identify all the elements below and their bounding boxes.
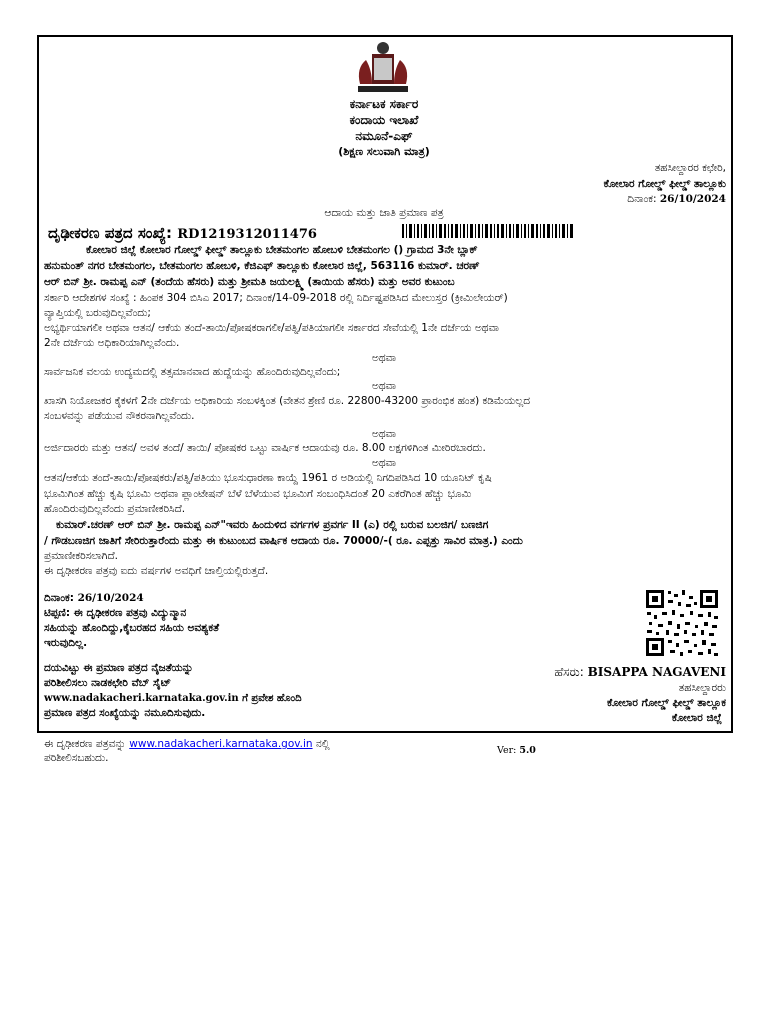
body-line: ಕುಮಾರ್.ಚರಣ್ ಆರ್ ಬಿನ್ ಶ್ರೀ. ರಾಮಪ್ಪ ಎನ್"ಇವರು ಹಿಂದುಳಿದ ವರ್ಗಗಳ ಪ್ರವರ್ಗ II (ಎ) ರಲ್ಲಿ ಬರುವ ಬಲಜಿಗ/ ಬಣಜಿಗ — [56, 519, 489, 531]
body-line: ಕೋಲಾರ ಜಿಲ್ಲೆ ಕೋಲಾರ ಗೋಲ್ಡ್ ಫೀಲ್ಡ್ ತಾಲ್ಲೂಕು ಬೇತಮಂಗಲ ಹೋಬಳಿ ಬೇತಮಂಗಲ () ಗ್ರಾಮದ 3ನೇ ಬ್ಲಾಕ್ — [86, 244, 478, 256]
office-taluk: ಕೋಲಾರ ಗೋಲ್ಡ್ ಫೀಲ್ಡ್ ತಾಲ್ಲೂಕು — [603, 178, 726, 190]
issue-date: ದಿನಾಂಕ: 26/10/2024 — [44, 592, 144, 604]
body-line: ಸಂಬಳವನ್ನು ಪಡೆಯುವ ನೌಕರನಾಗಿಲ್ಲವೆಂದು. — [44, 410, 195, 422]
verify-line: ಪ್ರಮಾಣ ಪತ್ರದ ಸಂಖ್ಯೆಯನ್ನು ನಮೂದಿಸುವುದು. — [44, 707, 206, 719]
signatory-taluk: ಕೋಲಾರ ಗೋಲ್ಡ್ ಫೀಲ್ಡ್ ತಾಲ್ಲೂಕ — [606, 697, 726, 709]
body-line: ಅಭ್ಯರ್ಥಿಯಾಗಲೀ ಅಥವಾ ಆತನ/ ಆಕೆಯ ತಂದೆ-ತಾಯಿ/ಪೋಷಕರಾಗಲೀ/ಪತ್ನಿ/ಪತಿಯಾಗಲೀ ಸರ್ಕಾರದ ಸೇವೆಯಲ್ಲಿ 1ನೇ ದರ್ಜೆಯ ಅಥವಾ — [44, 322, 500, 334]
body-line: / ಗೌಡಬಣಜಿಗ ಜಾತಿಗೆ ಸೇರಿರುತ್ತಾರೆಂದು ಮತ್ತು ಈ ಕುಟುಂಬದ ವಾರ್ಷಿಕ ಆದಾಯ ರೂ. 70000/-( ರೂ. ಎಪ್ಪತ್ತು ಸಾವಿರ ಮಾತ್ರ.) ಎಂದು — [44, 535, 523, 547]
or-separator: ಅಥವಾ — [371, 457, 397, 469]
subject-line: ಆದಾಯ ಮತ್ತು ಜಾತಿ ಪ್ರಮಾಣ ಪತ್ರ — [324, 207, 444, 219]
signatory-district: ಕೋಲಾರ ಜಿಲ್ಲೆ — [671, 712, 722, 724]
body-line: ಅರ್ಜಿದಾರರು ಮತ್ತು ಆತನ/ ಅವಳ ತಂದೆ/ ತಾಯಿ/ ಪೋಷಕರ ಒಟ್ಟು ವಾರ್ಷಿಕ ಆದಾಯವು ರೂ. 8.00 ಲಕ್ಷಗಳಿಗಿಂತ ಮೀರಿರಬಾರದು. — [44, 442, 486, 454]
office-name: ತಹಸೀಲ್ದಾರರ ಕಛೇರಿ, — [654, 162, 726, 174]
signatory-designation: ತಹಸೀಲ್ದಾರರು — [678, 682, 726, 694]
body-line: ಆತನ/ಆಕೆಯ ತಂದೆ-ತಾಯಿ/ಪೋಷಕರು/ಪತ್ನಿ/ಪತಿಯು ಭೂಸುಧಾರಣಾ ಕಾಯ್ದೆ 1961 ರ ಅಡಿಯಲ್ಲಿ ನಿಗದಿಪಡಿಸಿದ 10 ಯೂನಿಟ್ ಕೃಷಿ — [44, 472, 492, 484]
body-line: ಹನುಮಂತ್ ನಗರ ಬೇತಮಂಗಲ, ಬೇತಮಂಗಲ ಹೋಬಳಿ, ಕೆಜಿಎಫ್ ತಾಲ್ಲೂಕು ಕೋಲಾರ ಜಿಲ್ಲೆ, 563116 ಕುಮಾರ್. ಚರಣ್ — [44, 260, 480, 272]
barcode-icon — [402, 224, 574, 238]
dept-title: ಕಂದಾಯ ಇಲಾಖೆ — [349, 113, 419, 127]
body-line: ಸರ್ಕಾರಿ ಆದೇಶಗಳ ಸಂಖ್ಯೆ : ಹಿಂಪಕ 304 ಬಿಸಿಎ 2017; ದಿನಾಂಕ/14-09-2018 ರಲ್ಲಿ ನಿರ್ದಿಷ್ಟಪಡಿಸಿದ ಮೇಲುಸ್ತರ (ಕ್ರೀಮಿಲೇಯರ್) — [44, 292, 508, 304]
note-line: ಸಹಿಯನ್ನು ಹೊಂದಿದ್ದು,ಕೈಬರಹದ ಸಹಿಯ ಅವಶ್ಯಕತೆ — [44, 622, 220, 634]
verify-line: ದಯವಿಟ್ಟು ಈ ಪ್ರಮಾಣ ಪತ್ರದ ನೈಜತೆಯನ್ನು — [44, 662, 194, 674]
note-line: ಟಿಪ್ಪಣಿ: ಈ ದೃಢೀಕರಣ ಪತ್ರವು ವಿದ್ಯುನ್ಮಾನ — [44, 607, 187, 619]
body-line: ಆರ್ ಬಿನ್ ಶ್ರೀ. ರಾಮಪ್ಪ ಎನ್ (ತಂದೆಯ ಹೆಸರು) ಮತ್ತು ಶ್ರೀಮತಿ ಜಯಲಕ್ಷ್ಮಿ (ತಾಯಿಯ ಹೆಸರು) ಮತ್ತು ಅವರ ಕುಟುಂಬ — [44, 276, 455, 288]
govt-title: ಕರ್ನಾಟಕ ಸರ್ಕಾರ — [349, 97, 419, 111]
qr-code-icon — [644, 588, 720, 658]
purpose-text: (ಶಿಕ್ಷಣ ಸಲುವಾಗಿ ಮಾತ್ರ) — [338, 145, 430, 158]
state-emblem-icon — [352, 40, 414, 96]
footer-line: ಪರಿಶೀಲಿಸಬಹುದು. — [44, 752, 109, 764]
body-line: ಸಾರ್ವಜನಿಕ ವಲಯ ಉದ್ಯಮದಲ್ಲಿ ತತ್ಸಮಾನವಾದ ಹುದ್ದೆಯನ್ನು ಹೊಂದಿರುವುದಿಲ್ಲವೆಂದು; — [44, 366, 341, 378]
footer-line: ಈ ದೃಢೀಕರಣ ಪತ್ರವನ್ನು www.nadakacheri.karnataka.gov.in ನಲ್ಲಿ — [44, 738, 330, 750]
or-separator: ಅಥವಾ — [371, 352, 397, 364]
body-line: ಪ್ರಮಾಣೀಕರಿಸಲಾಗಿದೆ. — [44, 550, 118, 562]
or-separator: ಅಥವಾ — [371, 428, 397, 440]
body-line: ಭೂಮಿಗಿಂತ ಹೆಚ್ಚು ಕೃಷಿ ಭೂಮಿ ಅಥವಾ ಪ್ಲಾಂಟೇಷನ್ ಬೆಳೆ ಬೆಳೆಯುವ ಭೂಮಿಗೆ ಸಂಬಂಧಿಸಿದಂತೆ 20 ಎಕರೆಗಿಂತ ಹೆಚ್ಚು ಭೂಮಿ — [44, 488, 472, 500]
body-line: ಖಾಸಗಿ ನಿಯೋಜಕರ ಕೈಕಳಗೆ 2ನೇ ದರ್ಜೆಯ ಅಧಿಕಾರಿಯ ಸಂಬಳಕ್ಕಿಂತ (ವೇತನ ಶ್ರೇಣಿ ರೂ. 22800-43200 ಪ್ರಾರಂಭಿಕ ಹಂತ) ಕಡಿಮೆಯಲ್ಲದ — [44, 395, 531, 407]
verify-line: ಪರಿಶೀಲಿಸಲು ನಾಡಕಛೇರಿ ವೆಬ್ ಸೈಟ್ — [44, 677, 172, 689]
signatory-name: ಹೆಸರು: BISAPPA NAGAVENI — [554, 665, 726, 679]
nadakacheri-link[interactable]: www.nadakacheri.karnataka.gov.in — [129, 738, 313, 750]
body-line: ವ್ಯಾಪ್ತಿಯಲ್ಲಿ ಬರುವುದಿಲ್ಲವೆಂದು; — [44, 307, 151, 319]
note-line: ಇರುವುದಿಲ್ಲ. — [44, 637, 88, 649]
office-date: ದಿನಾಂಕ: 26/10/2024 — [627, 193, 726, 205]
certificate-number: ದೃಢೀಕರಣ ಪತ್ರದ ಸಂಖ್ಯೆ: RD1219312011476 — [48, 224, 317, 242]
verify-url-line: www.nadakacheri.karnataka.gov.in ಗೆ ಪ್ರವೇಶ ಹೊಂದಿ — [44, 693, 302, 704]
form-title: ನಮೂನೆ-ಎಫ್ — [355, 129, 413, 143]
body-line: ಹೊಂದಿರುವುದಿಲ್ಲವೆಂದು ಪ್ರಮಾಣೀಕರಿಸಿದೆ. — [44, 503, 186, 515]
body-line: 2ನೇ ದರ್ಜೆಯ ಅಧಿಕಾರಿಯಾಗಿಲ್ಲವೆಂದು. — [44, 337, 180, 349]
version-label: Ver: 5.0 — [497, 745, 536, 756]
or-separator: ಅಥವಾ — [371, 380, 397, 392]
body-line: ಈ ದೃಢೀಕರಣ ಪತ್ರವು ಐದು ವರ್ಷಗಳ ಅವಧಿಗೆ ಚಾಲ್ತಿಯಲ್ಲಿರುತ್ತದೆ. — [44, 565, 269, 577]
